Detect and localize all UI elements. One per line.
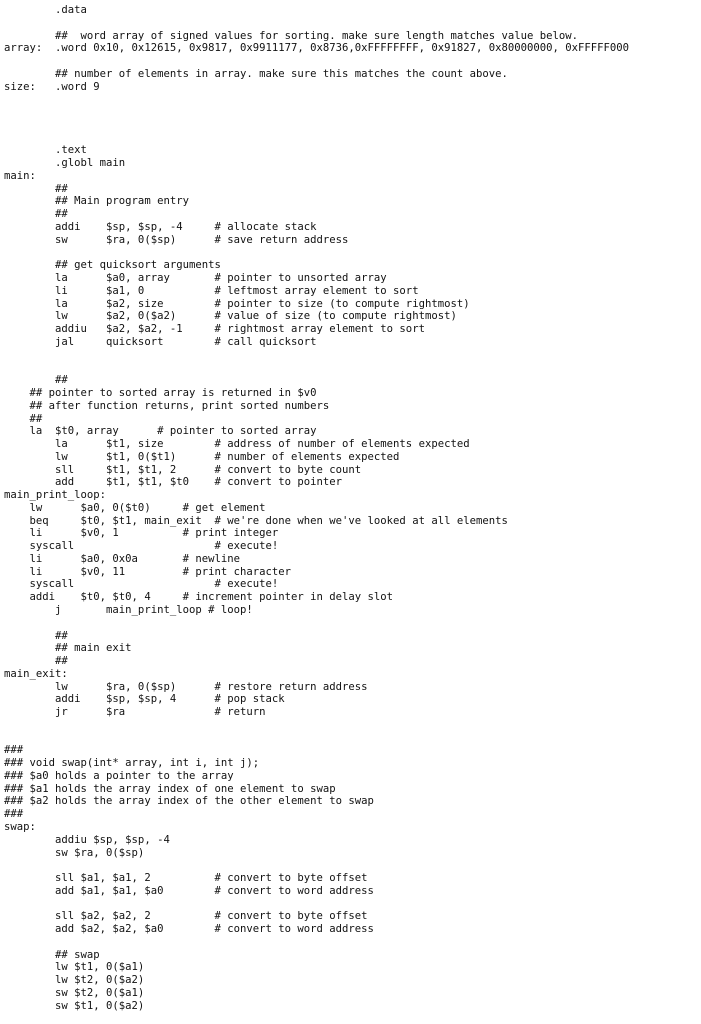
code-line: sw $t2, 0($a1) (4, 986, 145, 999)
code-line: lw $ra, 0($sp) # restore return address (4, 680, 368, 693)
code-line (4, 617, 701, 630)
code-line: ### void swap(int* array, int i, int j); (4, 757, 260, 770)
code-line (4, 349, 701, 362)
code-line: ### (4, 744, 24, 757)
code-line: beq $t0, $t1, main_exit # we're done when we've looked at all elements (4, 514, 508, 527)
code-line: ## Main program entry (4, 195, 189, 208)
code-line: addi $sp, $sp, 4 # pop stack (4, 693, 285, 706)
code-line: lw $a2, 0($a2) # value of size (to compute rightmost) (4, 310, 457, 323)
code-line: j main_print_loop # loop! (4, 603, 253, 616)
code-line (4, 119, 701, 132)
code-line: jal quicksort # call quicksort (4, 335, 317, 348)
code-line: jr $ra # return (4, 706, 266, 719)
code-line: ## word array of signed values for sorting. make sure length matches value below. (4, 29, 579, 42)
code-line: ## (4, 655, 68, 668)
code-line: sw $ra, 0($sp) (4, 846, 145, 859)
code-line: lw $a0, 0($t0) # get element (4, 501, 266, 514)
code-line: addi $sp, $sp, -4 # allocate stack (4, 221, 317, 234)
code-line: ## pointer to sorted array is returned in $v0 (4, 386, 317, 399)
code-line (4, 719, 701, 732)
code-line: ### $a2 holds the array index of the other element to swap (4, 795, 374, 808)
code-line: array: .word 0x10, 0x12615, 0x9817, 0x9911177, 0x8736,0xFFFFFFFF, 0x91827, 0x80000000, 0xFFFFF000 (4, 42, 630, 55)
code-line: la $t0, array # pointer to sorted array (4, 425, 317, 438)
code-line: ## (4, 374, 68, 387)
code-line (4, 132, 701, 145)
code-line: ## main exit (4, 642, 132, 655)
code-line: syscall # execute! (4, 540, 279, 553)
code-line: li $a1, 0 # leftmost array element to sort (4, 284, 419, 297)
code-line: .text (4, 144, 87, 157)
code-line: ### $a0 holds a pointer to the array (4, 769, 234, 782)
code-line: ## (4, 629, 68, 642)
code-line: ## (4, 208, 68, 221)
code-line: add $t1, $t1, $t0 # convert to pointer (4, 476, 343, 489)
code-line (4, 93, 701, 106)
code-line (4, 55, 701, 68)
code-line (4, 247, 701, 260)
code-line: addi $t0, $t0, 4 # increment pointer in delay slot (4, 591, 394, 604)
code-line: addiu $a2, $a2, -1 # rightmost array element to sort (4, 323, 425, 336)
code-line (4, 17, 701, 30)
code-line (4, 898, 701, 911)
code-line: sll $t1, $t1, 2 # convert to byte count (4, 463, 362, 476)
code-line: main: (4, 169, 36, 182)
code-line: li $v0, 11 # print character (4, 565, 292, 578)
code-line: ## get quicksort arguments (4, 259, 221, 272)
code-line: swap: (4, 821, 36, 833)
code-line: addiu $sp, $sp, -4 (4, 833, 170, 846)
code-line: ### $a1 holds the array index of one element to swap (4, 782, 336, 795)
code-line: lw $t2, 0($a2) (4, 974, 145, 987)
code-line: la $a2, size # pointer to size (to compute rightmost) (4, 297, 470, 310)
code-line: sll $a1, $a1, 2 # convert to byte offset (4, 872, 368, 885)
code-line: sw $ra, 0($sp) # save return address (4, 233, 349, 246)
assembly-source-listing (4, 4, 701, 1012)
code-line: syscall # execute! (4, 578, 279, 591)
code-line (4, 106, 701, 119)
code-line (4, 859, 701, 872)
code-line: size: .word 9 (4, 80, 100, 93)
code-line: ## swap (4, 948, 100, 961)
code-line (4, 732, 701, 745)
code-line: lw $t1, 0($t1) # number of elements expected (4, 450, 400, 463)
code-line: sw $t1, 0($a2) (4, 999, 145, 1012)
code-line: ## (4, 182, 68, 195)
code-line: la $a0, array # pointer to unsorted array (4, 272, 387, 285)
code-line: add $a1, $a1, $a0 # convert to word address (4, 884, 374, 897)
code-line: ## number of elements in array. make sure this matches the count above. (4, 67, 508, 80)
code-line: li $v0, 1 # print integer (4, 527, 279, 540)
code-line: ## (4, 412, 43, 425)
code-line: li $a0, 0x0a # newline (4, 552, 240, 565)
code-line: ### (4, 808, 24, 821)
code-line: .globl main (4, 157, 126, 170)
code-line: add $a2, $a2, $a0 # convert to word address (4, 923, 374, 936)
code-line: lw $t1, 0($a1) (4, 961, 145, 974)
code-line (4, 361, 701, 374)
code-line: main_exit: (4, 667, 68, 680)
code-line: ## after function returns, print sorted numbers (4, 399, 330, 412)
code-line: .data (4, 4, 87, 16)
code-line: la $t1, size # address of number of elements expected (4, 438, 470, 451)
code-line: sll $a2, $a2, 2 # convert to byte offset (4, 910, 368, 923)
code-line: main_print_loop: (4, 489, 107, 502)
code-line (4, 936, 701, 949)
